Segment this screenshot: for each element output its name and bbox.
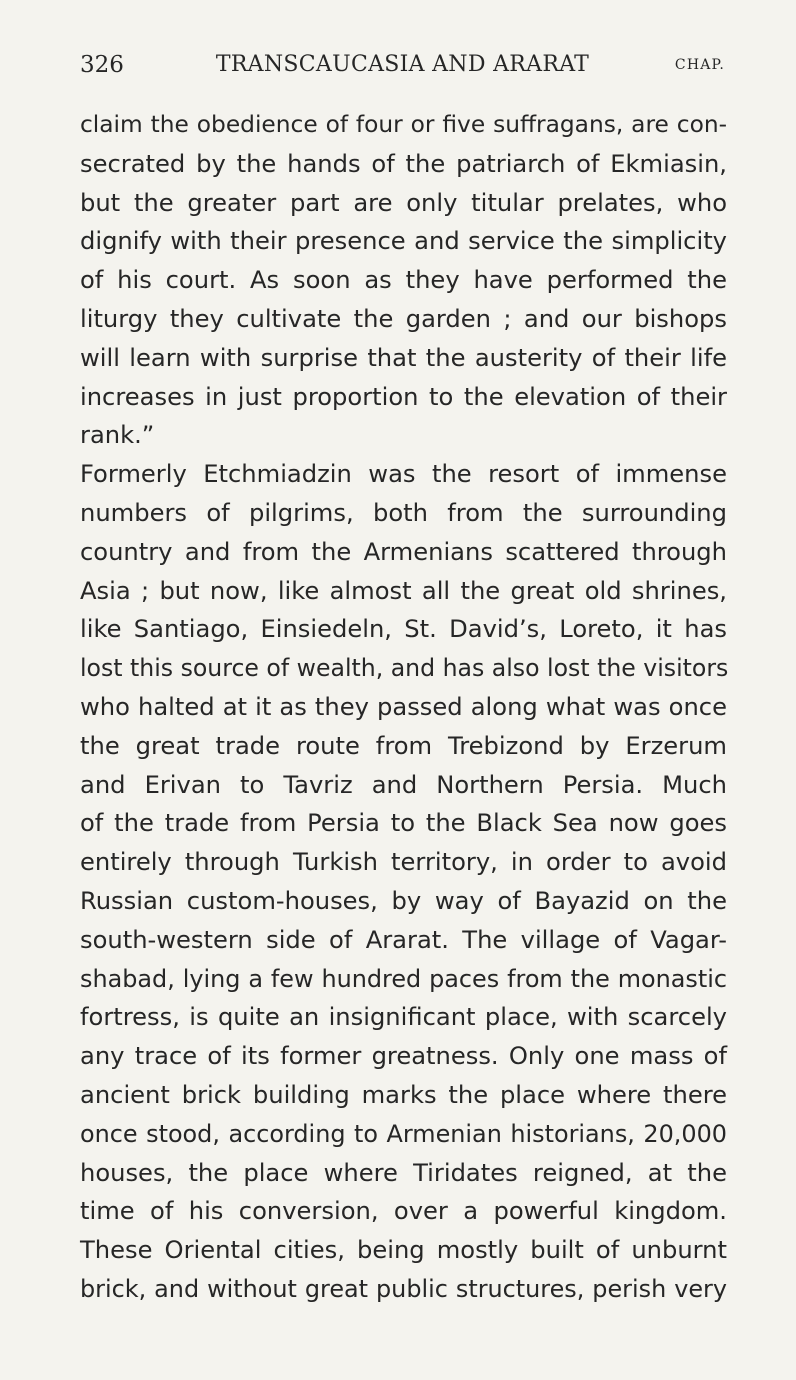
text-line: the great trade route from Trebizond by Erzerum	[80, 731, 727, 760]
text-line: rank.”	[80, 421, 155, 450]
text-line: houses, the place where Tiridates reigned, at the	[80, 1158, 727, 1187]
text-line: secrated by the hands of the patriarch of Ekmiasin,	[80, 149, 727, 178]
text-line: claim the obedience of four or five suffragans, are con-	[80, 111, 727, 138]
text-line: any trace of its former greatness. Only one mass of	[80, 1042, 727, 1071]
text-line: Asia ; but now, like almost all the great old shrines,	[80, 576, 727, 605]
paragraph-first-line: Formerly Etchmiadzin was the resort of immense	[80, 460, 727, 489]
running-head	[80, 50, 725, 80]
text-line: once stood, according to Armenian historians, 20,000	[80, 1119, 727, 1148]
text-line: fortress, is quite an insignificant place, with scarcely	[80, 1003, 727, 1032]
text-line: dignify with their presence and service the simplicity	[80, 227, 727, 256]
text-line: lost this source of wealth, and has also lost the visitors	[80, 654, 729, 683]
body-text	[80, 106, 727, 1309]
page-number: 326	[80, 52, 124, 78]
text-line: will learn with surprise that the austerity of their life	[80, 343, 727, 372]
text-line: but the greater part are only titular prelates, who	[80, 188, 727, 217]
text-line: country and from the Armenians scattered through	[80, 537, 727, 566]
text-line: of his court. As soon as they have performed the	[80, 266, 727, 295]
text-line: entirely through Turkish territory, in order to avoid	[80, 848, 727, 877]
text-line: of the trade from Persia to the Black Sea now goes	[80, 809, 727, 838]
text-line: Russian custom-houses, by way of Bayazid on the	[80, 886, 727, 915]
text-line: and Erivan to Tavriz and Northern Persia. Much	[80, 770, 727, 799]
text-line: numbers of pilgrims, both from the surrounding	[80, 498, 727, 527]
text-line: ancient brick building marks the place where there	[80, 1080, 727, 1109]
chapter-marker: CHAP.	[674, 57, 725, 73]
text-line: who halted at it as they passed along what was once	[80, 692, 727, 721]
text-line: These Oriental cities, being mostly built of unburnt	[80, 1236, 727, 1265]
text-line: increases in just proportion to the elevation of their	[80, 382, 727, 411]
text-line: shabad, lying a few hundred paces from the monastic	[80, 964, 727, 993]
text-line: brick, and without great public structures, perish very	[80, 1274, 727, 1303]
running-title: TRANSCAUCASIA AND ARARAT	[215, 52, 590, 77]
text-line: south-western side of Ararat. The village of Vagar-	[80, 925, 727, 954]
text-line: liturgy they cultivate the garden ; and our bishops	[80, 304, 727, 333]
text-line: like Santiago, Einsiedeln, St. David’s, Loreto, it has	[80, 615, 727, 644]
text-line: time of his conversion, over a powerful kingdom.	[80, 1197, 727, 1226]
